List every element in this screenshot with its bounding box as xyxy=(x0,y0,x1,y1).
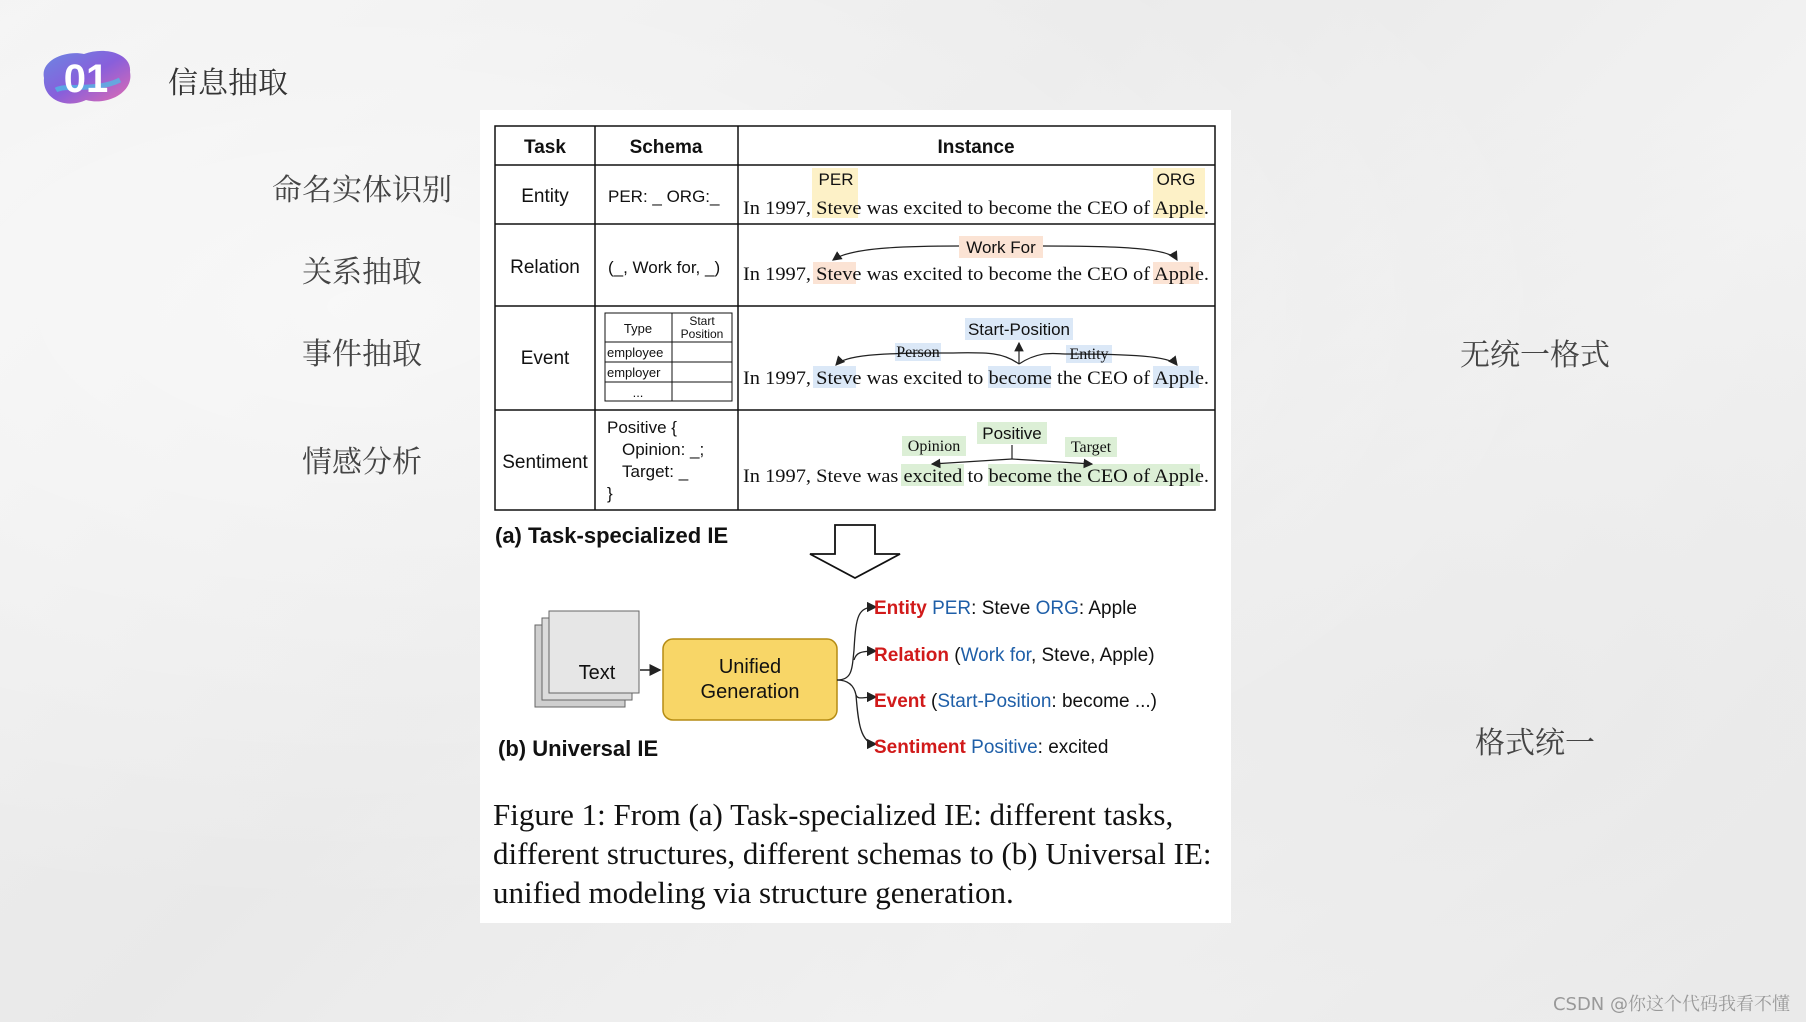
down-arrow-icon xyxy=(810,525,900,578)
figure-diagram xyxy=(480,110,1231,790)
sentiment-arrow-opinion xyxy=(932,459,1012,464)
entity-sentence: In 1997, Steve was excited to become the CEO of Apple . xyxy=(743,198,1209,219)
output-relation: Relation (Work for, Steve, Apple) xyxy=(874,645,1155,666)
unified-generation-line-1: Unified xyxy=(718,656,782,678)
part-a-label: (a) Task-specialized IE xyxy=(495,523,729,548)
sentiment-schema-line-1: Positive { xyxy=(607,418,677,437)
output-event: Event (Start-Position: become ...) xyxy=(874,691,1158,712)
relation-sentence: In 1997, Steve was excited to become the CEO of Apple . xyxy=(743,264,1209,285)
label-unified-format: 格式统一 xyxy=(1475,726,1595,761)
sentiment-polarity-label: Positive xyxy=(982,424,1042,443)
unified-generation-line-2: Generation xyxy=(700,681,800,703)
task-relation: Relation xyxy=(510,257,580,278)
output-entity: Entity PER: Steve ORG: Apple xyxy=(874,598,1137,619)
relation-arc-right xyxy=(1043,246,1177,260)
sentiment-opinion-label: Opinion xyxy=(907,438,961,455)
event-schema-row-employee: employee xyxy=(607,345,664,360)
event-role-entity: Entity xyxy=(1069,346,1109,363)
entity-tag-org: ORG xyxy=(1156,170,1196,189)
page-title: 信息抽取 xyxy=(168,66,288,101)
text-documents-icon xyxy=(535,611,639,707)
relation-label: Work For xyxy=(966,238,1036,257)
event-schema-row-employer: employer xyxy=(607,365,661,380)
brace-connector-relation xyxy=(854,651,876,660)
label-ner: 命名实体识别 xyxy=(272,173,452,208)
part-b-label: (b) Universal IE xyxy=(498,736,659,761)
figure-uie xyxy=(480,110,1231,923)
output-sentiment: Sentiment Positive: excited xyxy=(874,737,1109,758)
header-schema: Schema xyxy=(629,137,703,158)
label-relation-extraction: 关系抽取 xyxy=(302,255,422,290)
label-sentiment-analysis: 情感分析 xyxy=(302,445,422,480)
label-no-unified-format: 无统一格式 xyxy=(1460,338,1610,373)
brace-connector-icon xyxy=(837,607,876,680)
header-task: Task xyxy=(524,137,566,158)
sentiment-arrow-target xyxy=(1012,459,1092,464)
brace-connector-sentiment xyxy=(856,695,876,744)
event-sentence: In 1997, Steve was excited to become the CEO of Apple . xyxy=(743,368,1209,389)
task-sentiment: Sentiment xyxy=(502,452,588,473)
event-schema-row-ellipsis: ... xyxy=(632,385,644,400)
text-box-label: Text xyxy=(578,662,616,684)
badge-01-icon xyxy=(36,40,136,112)
unified-generation-box xyxy=(663,639,837,720)
event-schema-position-head: Position xyxy=(680,327,724,341)
figure-caption: Figure 1: From (a) Task-specialized IE: different tasks, different structures, different schemas to (b) Universal IE: unified modeling via structure generation. xyxy=(493,797,1212,910)
entity-tag-per: PER xyxy=(818,170,854,189)
event-schema-type-head: Type xyxy=(623,321,653,336)
schema-entity: PER: _ ORG:_ xyxy=(608,187,720,206)
header-instance: Instance xyxy=(937,137,1015,158)
sentiment-target-label: Target xyxy=(1070,439,1112,456)
sentiment-schema-line-2: Opinion: _; xyxy=(622,440,705,459)
sentiment-sentence: In 1997, Steve was excited to become the CEO of Apple. xyxy=(743,466,1206,487)
sentiment-schema-line-4: } xyxy=(607,484,613,503)
schema-relation: (_, Work for, _) xyxy=(608,258,721,277)
csdn-watermark: CSDN @你这个代码我看不懂 xyxy=(1552,994,1790,1015)
label-event-extraction: 事件抽取 xyxy=(302,337,422,372)
sentiment-schema-line-3: Target: _ xyxy=(622,462,689,481)
badge-number: 01 xyxy=(63,57,109,101)
event-trigger-label: Start-Position xyxy=(967,320,1071,339)
event-schema-start-head: Start xyxy=(689,314,715,328)
task-entity: Entity xyxy=(521,186,569,207)
relation-arc-left xyxy=(833,246,959,260)
event-role-person: Person xyxy=(896,344,940,361)
task-event: Event xyxy=(520,348,570,369)
